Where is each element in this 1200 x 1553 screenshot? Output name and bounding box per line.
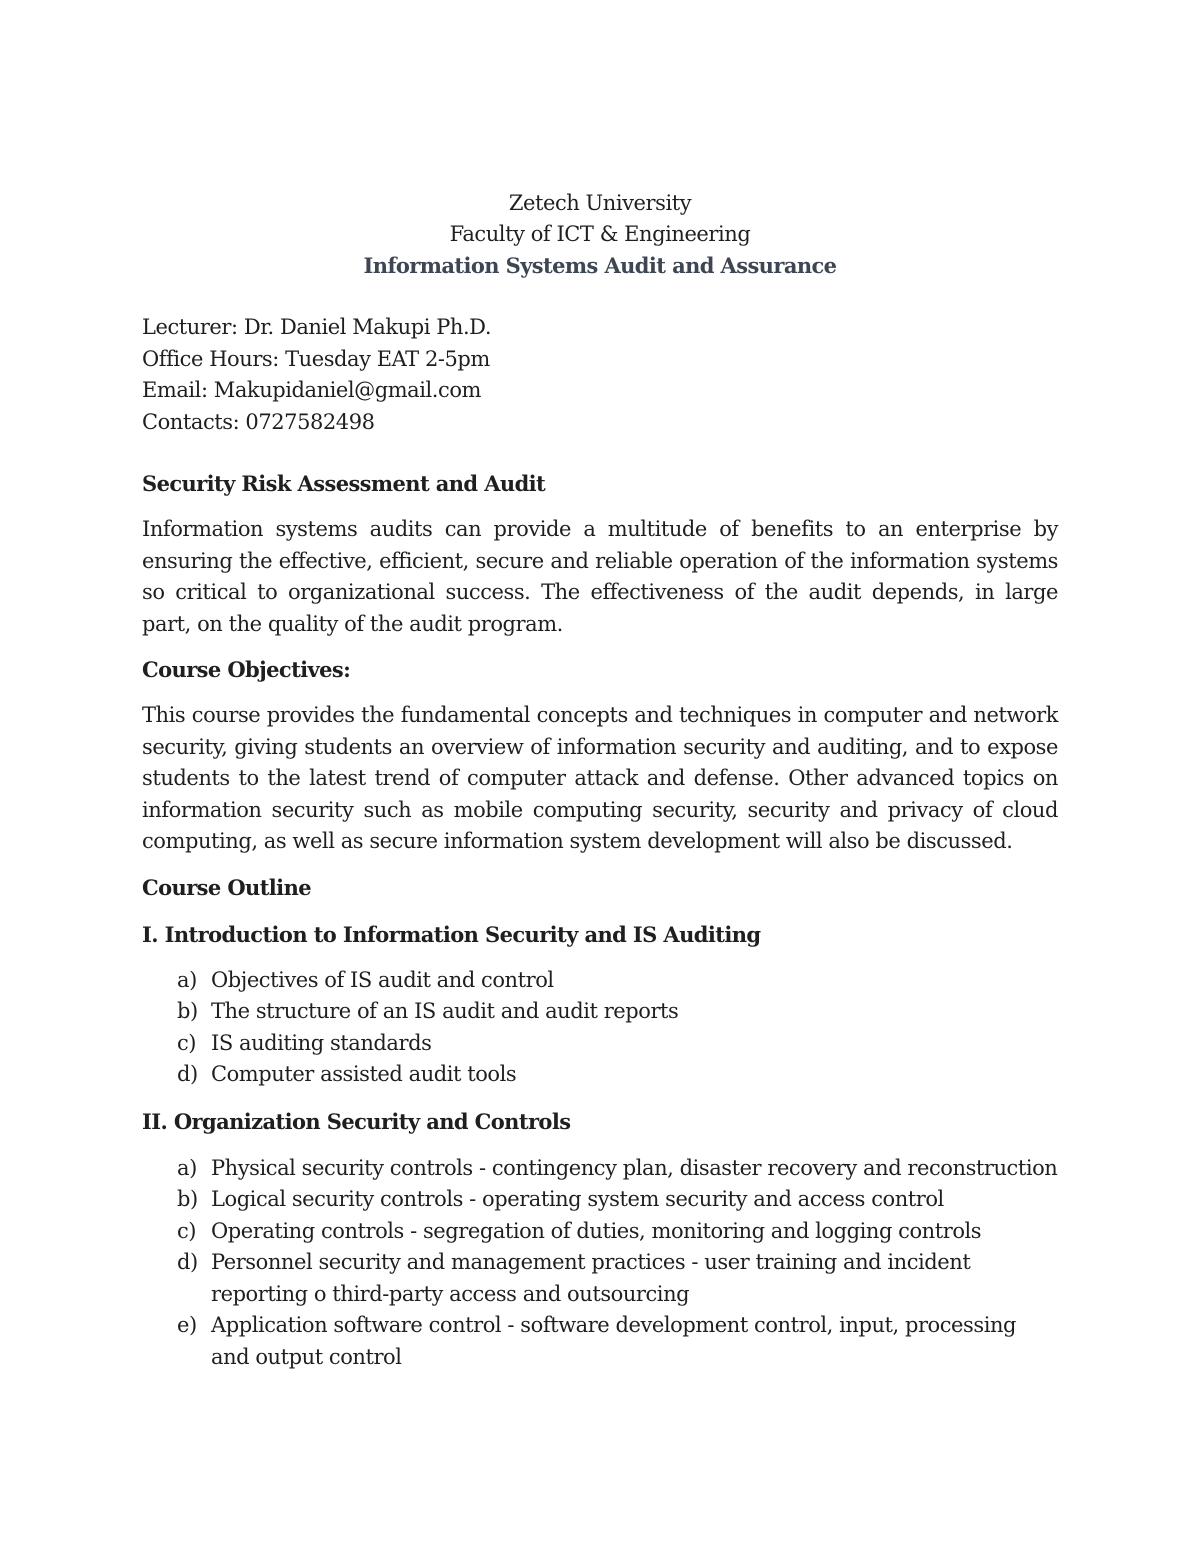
outline-heading: Course Outline	[142, 874, 311, 900]
list-item-text: Operating controls - segregation of duties, monitoring and logging controls	[211, 1218, 982, 1243]
list-marker: b)	[177, 1187, 198, 1211]
list-item	[142, 1310, 1058, 1373]
list-item-text: IS auditing standards	[211, 1030, 432, 1055]
list-item-text: Logical security controls - operating system security and access control	[211, 1187, 944, 1211]
list-item-text: Objectives of IS audit and control	[211, 967, 554, 992]
list-marker: d)	[177, 1250, 198, 1274]
course-title: Information Systems Audit and Assurance	[363, 253, 837, 278]
contacts-line: Contacts: 0727582498	[142, 409, 375, 434]
email-line: Email: Makupidaniel@gmail.com	[142, 378, 481, 402]
part2-list	[142, 1153, 1058, 1374]
list-item	[142, 1216, 1058, 1248]
list-marker: b)	[177, 999, 198, 1023]
list-marker: a)	[177, 1155, 197, 1180]
list-item	[142, 1028, 1058, 1060]
list-item	[142, 1153, 1058, 1185]
part2-heading: II. Organization Security and Controls	[142, 1108, 571, 1134]
lecturer-line: Lecturer: Dr. Daniel Makupi Ph.D.	[142, 315, 492, 339]
list-item	[142, 1184, 1058, 1216]
faculty-name: Faculty of ICT & Engineering	[449, 222, 751, 246]
contact-block	[142, 312, 1058, 438]
list-item	[142, 996, 1058, 1028]
risk-heading: Security Risk Assessment and Audit	[142, 471, 546, 496]
list-marker: c)	[177, 1218, 197, 1243]
list-item-text: The structure of an IS audit and audit reports	[211, 999, 679, 1023]
document-page	[142, 188, 1058, 1373]
list-item-text: Application software control - software development control, input, processing and output control	[211, 1313, 1017, 1369]
office-hours-line: Office Hours: Tuesday EAT 2-5pm	[142, 346, 490, 371]
list-marker: e)	[177, 1313, 197, 1337]
list-marker: c)	[177, 1030, 197, 1055]
list-item-text: Physical security controls - contingency plan, disaster recovery and reconstruction	[211, 1155, 1058, 1180]
part1-heading: I. Introduction to Information Security and IS Auditing	[142, 921, 761, 947]
university-name: Zetech University	[508, 191, 692, 215]
risk-paragraph: Information systems audits can provide a multitude of benefits to an enterprise by ensuring the effective, efficient, secure and reliable operation of the information systems so critical to organizational success. The effectiveness of the audit depends, in large part, on the quality of the audit program.	[142, 517, 1058, 636]
objectives-heading: Course Objectives:	[142, 657, 351, 682]
document-header	[142, 188, 1058, 281]
list-marker: d)	[177, 1062, 198, 1086]
list-item-text: Computer assisted audit tools	[211, 1062, 517, 1086]
list-item	[142, 965, 1058, 997]
objectives-paragraph: This course provides the fundamental concepts and techniques in computer and network security, giving students an overview of information security and auditing, and to expose students to the latest trend of computer attack and defense. Other advanced topics on information security such as mobile computing security, security and privacy of cloud computing, as well as secure information system development will also be discussed.	[142, 703, 1058, 853]
list-item	[142, 1247, 1058, 1310]
list-item	[142, 1059, 1058, 1091]
part1-list	[142, 965, 1058, 1091]
list-item-text: Personnel security and management practices - user training and incident reporting o third-party access and outsourcing	[211, 1250, 971, 1306]
list-marker: a)	[177, 967, 197, 992]
